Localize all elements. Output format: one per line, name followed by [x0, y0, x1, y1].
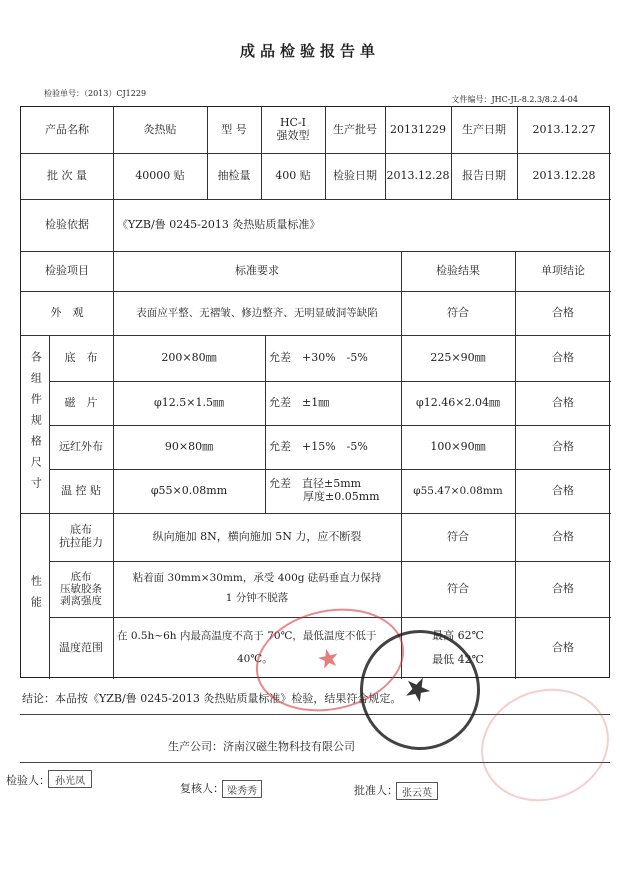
product-name-label: 产品名称 — [45, 122, 89, 136]
inspection-date-label: 检验日期 — [333, 168, 377, 182]
size-item-tolerance — [265, 469, 401, 513]
model-line-1: HC-I — [279, 116, 307, 130]
sample-quantity: 400 贴 — [275, 168, 311, 182]
tensile-result: 符合 — [447, 529, 469, 543]
size-item-result: φ55.47×0.08mm — [413, 484, 503, 497]
basis-standard: 《YZB/鲁 0245-2013 灸热贴质量标准》 — [117, 217, 321, 231]
peel-verdict: 合格 — [552, 581, 574, 595]
model-value — [261, 107, 325, 153]
size-item-tolerance: 允差 +30% -5% — [269, 350, 368, 364]
inspection-date: 2013.12.28 — [386, 168, 450, 182]
size-item-verdict: 合格 — [552, 483, 574, 497]
red-stamp-icon: ★ — [246, 595, 414, 724]
size-item-verdict: 合格 — [552, 395, 574, 409]
producer-text: 生产公司：济南汉磁生物科技有限公司 — [168, 740, 355, 753]
lot-quantity: 40000 贴 — [135, 168, 185, 182]
product-name: 灸热贴 — [143, 122, 177, 136]
tensile-label — [49, 513, 113, 561]
report-date: 2013.12.28 — [532, 168, 596, 182]
lot-quantity-label: 批 次 量 — [47, 168, 87, 182]
tensile-verdict: 合格 — [552, 529, 574, 543]
batch-label: 生产批号 — [333, 122, 377, 136]
company-seal-icon: ★ — [340, 610, 499, 769]
column-item: 检验项目 — [45, 263, 89, 277]
column-verdict: 单项结论 — [541, 263, 585, 277]
appearance-result: 符合 — [447, 305, 469, 319]
tolerance-line-1: 允差 直径±5mm — [269, 477, 362, 491]
approver-signature: 张云英 — [396, 782, 438, 800]
peel-label-line-1: 底布 — [70, 570, 92, 583]
size-item-result: φ12.46×2.04㎜ — [416, 395, 500, 409]
size-item-tolerance: 允差 +15% -5% — [269, 439, 368, 453]
size-item-result: 225×90㎜ — [430, 350, 486, 364]
reviewer-signature: 梁秀秀 — [222, 780, 262, 798]
tensile-requirement: 纵向施加 8N，横向施加 5N 力，应不断裂 — [152, 529, 362, 543]
temperature-result-min: 最低 42℃ — [432, 653, 484, 666]
peel-requirement-line-2: 1 分钟不脱落 — [225, 592, 289, 604]
document-number: 文件编号：JHC-JL-8.2.3/8.2.4-04 — [451, 95, 578, 104]
appearance-requirement: 表面应平整、无褶皱、修边整齐、无明显破洞等缺陷 — [136, 306, 378, 319]
temperature-label: 温度范围 — [59, 640, 103, 654]
inspector-label: 检验人： — [6, 774, 50, 787]
size-item-name: 底 布 — [64, 350, 98, 364]
basis-label: 检验依据 — [45, 217, 89, 231]
size-item-verdict: 合格 — [552, 350, 574, 364]
peel-requirement — [113, 561, 401, 617]
peel-label — [49, 561, 113, 617]
batch-number: 20131229 — [390, 122, 446, 136]
appearance-label: 外 观 — [50, 305, 84, 319]
temperature-requirement-line-1: 在 0.5h~6h 内最高温度不高于 70℃，最低温度不低于 — [117, 629, 377, 642]
size-group-label: 各组件规格尺寸 — [29, 350, 43, 498]
performance-group-label: 性能 — [29, 575, 43, 617]
inspector-signature: 孙光凤 — [48, 770, 92, 788]
peel-result: 符合 — [447, 581, 469, 595]
size-item-name: 温 控 贴 — [61, 483, 101, 497]
page-title: 成品检验报告单 — [239, 42, 380, 60]
column-requirement: 标准要求 — [235, 263, 279, 277]
tensile-label-line-2: 抗拉能力 — [59, 536, 103, 549]
production-date: 2013.12.27 — [532, 122, 596, 136]
production-date-label: 生产日期 — [462, 122, 506, 136]
report-date-label: 报告日期 — [462, 168, 506, 182]
reviewer-label: 复核人： — [180, 782, 224, 795]
size-item-spec: φ55×0.08mm — [150, 483, 228, 497]
temperature-verdict: 合格 — [552, 640, 574, 654]
model-line-2: 强效型 — [276, 129, 310, 142]
report-number: 检验单号：（2013）CJ1229 — [44, 89, 147, 98]
temperature-requirement-line-2: 40℃。 — [237, 653, 273, 665]
size-item-spec: 90×80㎜ — [164, 439, 214, 453]
size-item-name: 远红外布 — [59, 439, 103, 453]
size-item-spec: φ12.5×1.5㎜ — [154, 395, 224, 409]
tensile-label-line-1: 底布 — [70, 523, 92, 537]
approver-label: 批准人： — [354, 784, 398, 797]
model-label: 型 号 — [221, 122, 247, 136]
inspection-table — [20, 106, 610, 678]
faded-stamp-icon — [465, 671, 620, 819]
tolerance-line-2: 厚度±0.05mm — [303, 490, 380, 503]
column-result: 检验结果 — [436, 263, 480, 277]
size-item-verdict: 合格 — [552, 439, 574, 453]
conclusion-text: 结论：本品按《YZB/鲁 0245-2013 灸热贴质量标准》检验，结果符合规定。 — [22, 692, 402, 705]
appearance-verdict: 合格 — [552, 305, 574, 319]
peel-label-line-3: 剥离强度 — [60, 595, 102, 608]
temperature-result-max: 最高 62℃ — [432, 628, 484, 642]
peel-label-line-2: 压敏胶条 — [60, 582, 102, 595]
size-item-name: 磁 片 — [64, 395, 98, 409]
size-item-tolerance: 允差 ±1㎜ — [269, 395, 330, 409]
size-item-result: 100×90㎜ — [430, 439, 486, 453]
sample-label: 抽检量 — [217, 168, 251, 182]
peel-requirement-line-1: 粘着面 30mm×30mm，承受 400g 砝码垂直力保持 — [132, 572, 382, 585]
size-item-spec: 200×80㎜ — [161, 350, 217, 364]
